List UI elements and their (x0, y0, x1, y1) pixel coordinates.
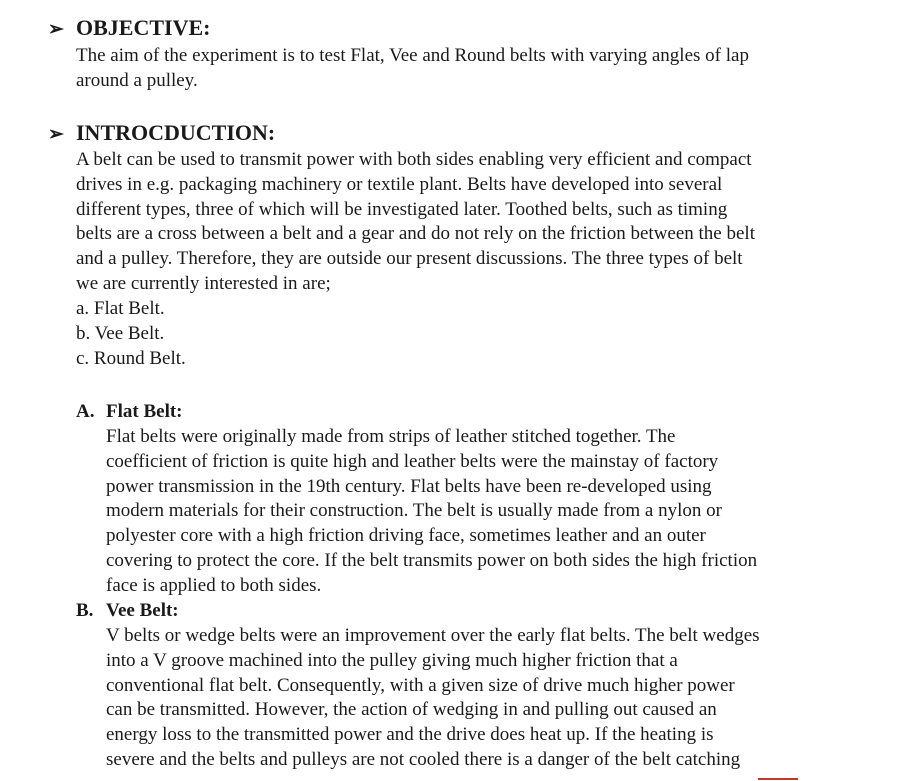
text-line: into a V groove machined into the pulley giving much higher friction that a (106, 649, 678, 671)
introduction-title: INTROCDUCTION: (76, 120, 276, 145)
vee-belt-paragraph (106, 624, 760, 773)
text-line: different types, three of which will be investigated later. Toothed belts, such as timing (76, 198, 728, 220)
text-line: we are currently interested in are; (76, 272, 331, 294)
text-line: and a pulley. Therefore, they are outside our present discussions. The three types of belt (76, 248, 743, 270)
list-item: a. Flat Belt. (76, 298, 165, 319)
text-line: belts are a cross between a belt and a gear and do not rely on the friction between the belt (76, 223, 755, 245)
objective-heading (48, 15, 210, 43)
text-line: modern materials for their construction. The belt is usually made from a nylon or (106, 500, 722, 522)
text-line: face is applied to both sides. (106, 574, 322, 596)
text-line: coefficient of friction is quite high and leather belts were the mainstay of factory (106, 450, 719, 472)
text-line: can be transmitted. However, the action of wedging in and pulling out caused an (106, 699, 717, 721)
vee-belt-title: Vee Belt: (106, 600, 179, 621)
text-line: polyester core with a high friction driving face, sometimes leather and an outer (106, 525, 706, 547)
flat-belt-heading (76, 400, 183, 425)
vee-belt-heading (76, 599, 179, 624)
flat-belt-title: Flat Belt: (106, 401, 183, 422)
list-item: b. Vee Belt. (76, 322, 165, 344)
introduction-heading (48, 120, 275, 148)
list-item: c. Round Belt. (76, 347, 186, 369)
vee-belt-letter: B. (76, 600, 94, 621)
objective-title: OBJECTIVE: (76, 15, 211, 40)
text-line: drives in e.g. packaging machinery or textile plant. Belts have developed into several (76, 173, 723, 195)
text-line: energy loss to the transmitted power and the drive does heat up. If the heating is (106, 724, 714, 746)
text-line: covering to protect the core. If the belt transmits power on both sides the high friction (106, 549, 758, 571)
text-line: The aim of the experiment is to test Flat, Vee and Round belts with varying angles of lap (76, 45, 749, 66)
arrow-bullet-icon: ➢ (48, 19, 64, 40)
text-line: V belts or wedge belts were an improvement over the early flat belts. The belt wedges (106, 625, 760, 646)
introduction-paragraph (76, 148, 755, 297)
text-line: Flat belts were originally made from strips of leather stitched together. The (106, 426, 676, 447)
flat-belt-paragraph (106, 425, 757, 599)
arrow-bullet-icon: ➢ (48, 124, 64, 145)
objective-paragraph (76, 44, 749, 94)
flat-belt-letter: A. (76, 401, 95, 422)
text-line: A belt can be used to transmit power with both sides enabling very efficient and compact (76, 149, 752, 170)
text-line: power transmission in the 19th century. Flat belts have been re-developed using (106, 475, 712, 497)
text-line: severe and the belts and pulleys are not cooled there is a danger of the belt catching (106, 748, 741, 770)
text-line: around a pulley. (76, 69, 198, 91)
belt-types-list (76, 297, 186, 371)
text-line: conventional flat belt. Consequently, with a given size of drive much higher power (106, 674, 735, 696)
spellcheck-underline (758, 778, 798, 780)
